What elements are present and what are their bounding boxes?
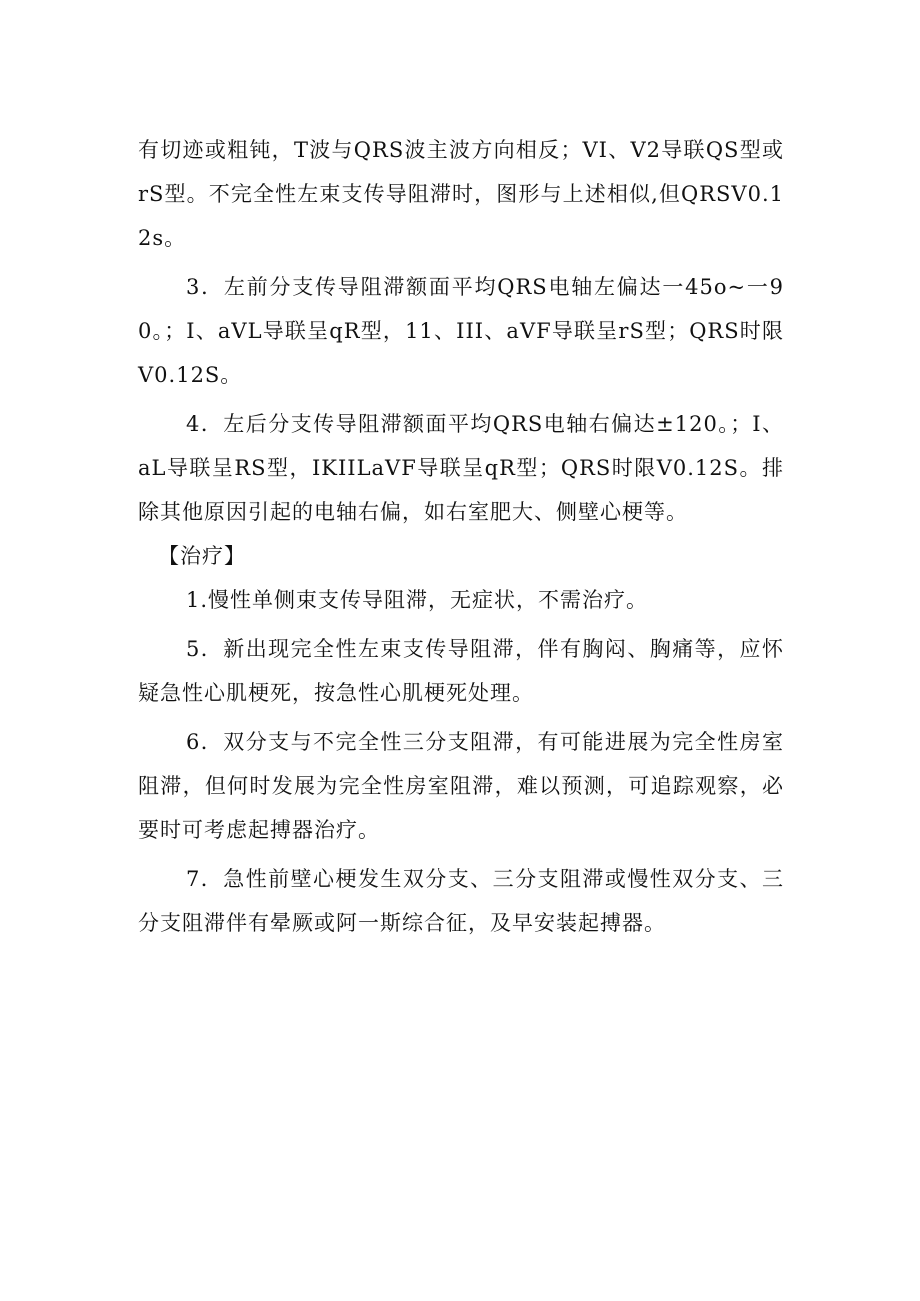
paragraph-continued: 有切迹或粗钝，T波与QRS波主波方向相反；VI、V2导联QS型或rS型。不完全性左束支传导阻滞时，图形与上述相似,但QRSV0.12s。 (138, 138, 784, 250)
treatment-item-1: 1.慢性单侧束支传导阻滞，无症状，不需治疗。 (186, 588, 649, 612)
treatment-item-6: 6．双分支与不完全性三分支阻滞，有可能进展为完全性房室阻滞，但何时发展为完全性房室阻滞，难以预测，可追踪观察，必要时可考虑起搏器治疗。 (138, 730, 784, 842)
section-heading-treatment: 【治疗】 (158, 544, 246, 568)
paragraph-left-anterior-fascicular-block: 3．左前分支传导阻滞额面平均QRS电轴左偏达一45o~一90。；I、aVL导联呈qR型，11、III、aVF导联呈rS型；QRS时限V0.12S。 (138, 275, 784, 387)
treatment-item-5: 5．新出现完全性左束支传导阻滞，伴有胸闷、胸痛等，应怀疑急性心肌梗死，按急性心肌梗死处理。 (138, 637, 784, 705)
document-body (138, 128, 784, 945)
treatment-item-7: 7．急性前壁心梗发生双分支、三分支阻滞或慢性双分支、三分支阻滞伴有晕厥或阿一斯综合征，及早安装起搏器。 (138, 867, 784, 935)
paragraph-left-posterior-fascicular-block: 4．左后分支传导阻滞额面平均QRS电轴右偏达±120。；I、aL导联呈RS型，IKIILaVF导联呈qR型；QRS时限V0.12S。排除其他原因引起的电轴右偏，如右室肥大、侧壁心梗等。 (138, 412, 784, 524)
